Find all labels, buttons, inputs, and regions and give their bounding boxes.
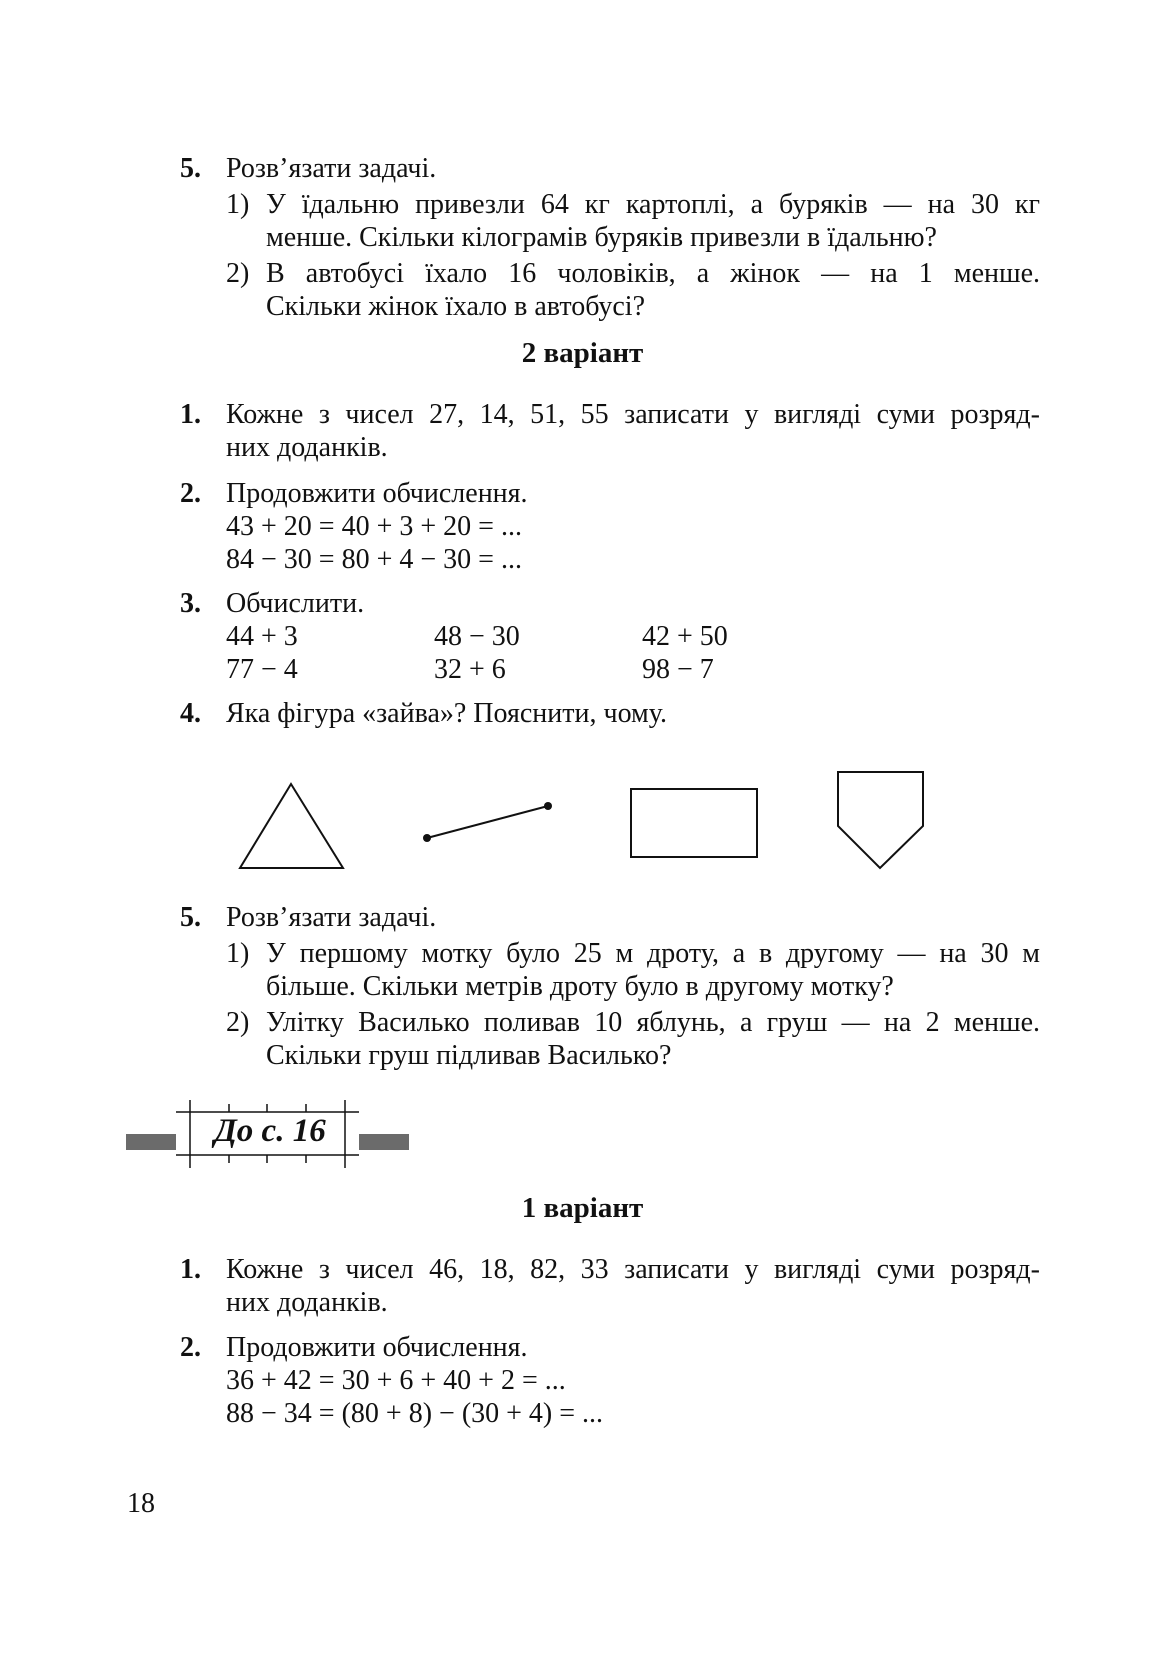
v2-task-4 xyxy=(180,697,1040,730)
rectangle-figure xyxy=(631,789,757,857)
expression-row xyxy=(226,620,1040,653)
subtask-text-line: У першому мотку було 25 м дроту, а в другому — на 30 м xyxy=(266,938,1040,969)
triangle-figure xyxy=(240,784,343,868)
task-title: Розв’язати задачі. xyxy=(226,153,437,184)
segment-endpoint xyxy=(544,802,552,810)
task-number: 1. xyxy=(180,1254,201,1285)
expression: 48 − 30 xyxy=(434,621,520,652)
subtask-1 xyxy=(226,188,1040,254)
expression: 88 − 34 = (80 + 8) − (30 + 4) = ... xyxy=(226,1398,604,1429)
segment-figure xyxy=(427,806,548,838)
task-text-line: них доданків. xyxy=(226,432,388,463)
task-title: Яка фігура «зайва»? Пояснити, чому. xyxy=(226,698,667,729)
subtask-mark: 2) xyxy=(226,258,250,289)
subtask-mark: 1) xyxy=(226,189,250,220)
task-number: 5. xyxy=(180,153,201,184)
expression: 44 + 3 xyxy=(226,621,298,652)
expression: 98 − 7 xyxy=(642,654,714,685)
subtask-mark: 1) xyxy=(226,938,250,969)
task-number: 1. xyxy=(180,399,201,430)
subtask-text-line: Скільки жінок їхало в автобусі? xyxy=(266,291,646,322)
task-5-a xyxy=(180,152,1040,323)
subtask-2 xyxy=(226,1006,1040,1072)
v2-task-3 xyxy=(180,587,1040,686)
subtask-text-line: У їдальню привезли 64 кг картоплі, а буряків — на 30 кг xyxy=(266,189,1040,220)
task-number: 4. xyxy=(180,698,201,729)
task-title: Розв’язати задачі. xyxy=(226,902,437,933)
expression: 84 − 30 = 80 + 4 − 30 = ... xyxy=(226,544,522,575)
v2-task-2 xyxy=(180,477,1040,576)
v2-task-5 xyxy=(180,901,1040,1072)
task-text-line: Кожне з чисел 27, 14, 51, 55 записати у вигляді суми розряд- xyxy=(226,399,1040,430)
expression: 36 + 42 = 30 + 6 + 40 + 2 = ... xyxy=(226,1365,566,1396)
page-number: 18 xyxy=(127,1488,155,1519)
segment-endpoint xyxy=(423,834,431,842)
right-bar xyxy=(359,1134,409,1150)
task-number: 3. xyxy=(180,588,201,619)
subtask-text-line: Улітку Василько поливав 10 яблунь, а груш — на 2 менше. xyxy=(266,1007,1040,1038)
subtask-text-line: більше. Скільки метрів дроту було в другому мотку? xyxy=(266,971,894,1002)
task-title: Продовжити обчислення. xyxy=(226,478,528,509)
expression: 77 − 4 xyxy=(226,654,298,685)
task-number: 2. xyxy=(180,1332,201,1363)
v2-task-1 xyxy=(180,398,1040,464)
subtask-text-line: В автобусі їхало 16 чоловіків, а жінок — на 1 менше. xyxy=(266,258,1040,289)
task-number: 2. xyxy=(180,478,201,509)
v1-task-2 xyxy=(180,1331,1040,1430)
task-number: 5. xyxy=(180,902,201,933)
subtask-2 xyxy=(226,257,1040,323)
subtask-1 xyxy=(226,937,1040,1003)
section-ref-label: До с. 16 xyxy=(214,1113,326,1149)
subtask-mark: 2) xyxy=(226,1007,250,1038)
expression: 32 + 6 xyxy=(434,654,506,685)
v1-task-1 xyxy=(180,1253,1040,1319)
task-title: Обчислити. xyxy=(226,588,365,619)
pentagon-figure xyxy=(838,772,923,868)
expression-row xyxy=(226,653,1040,686)
left-bar xyxy=(126,1134,176,1150)
subtask-text-line: Скільки груш підливав Василько? xyxy=(266,1040,672,1071)
task-text-line: Кожне з чисел 46, 18, 82, 33 записати у вигляді суми розряд- xyxy=(226,1254,1040,1285)
task-text-line: них доданків. xyxy=(226,1287,388,1318)
task-title: Продовжити обчислення. xyxy=(226,1332,528,1363)
expression: 43 + 20 = 40 + 3 + 20 = ... xyxy=(226,511,522,542)
expression: 42 + 50 xyxy=(642,621,728,652)
variant-1-heading: 1 варіант xyxy=(521,1192,644,1224)
subtask-text-line: менше. Скільки кілограмів буряків привезли в їдальню? xyxy=(266,222,937,253)
variant-2-heading: 2 варіант xyxy=(521,337,644,369)
